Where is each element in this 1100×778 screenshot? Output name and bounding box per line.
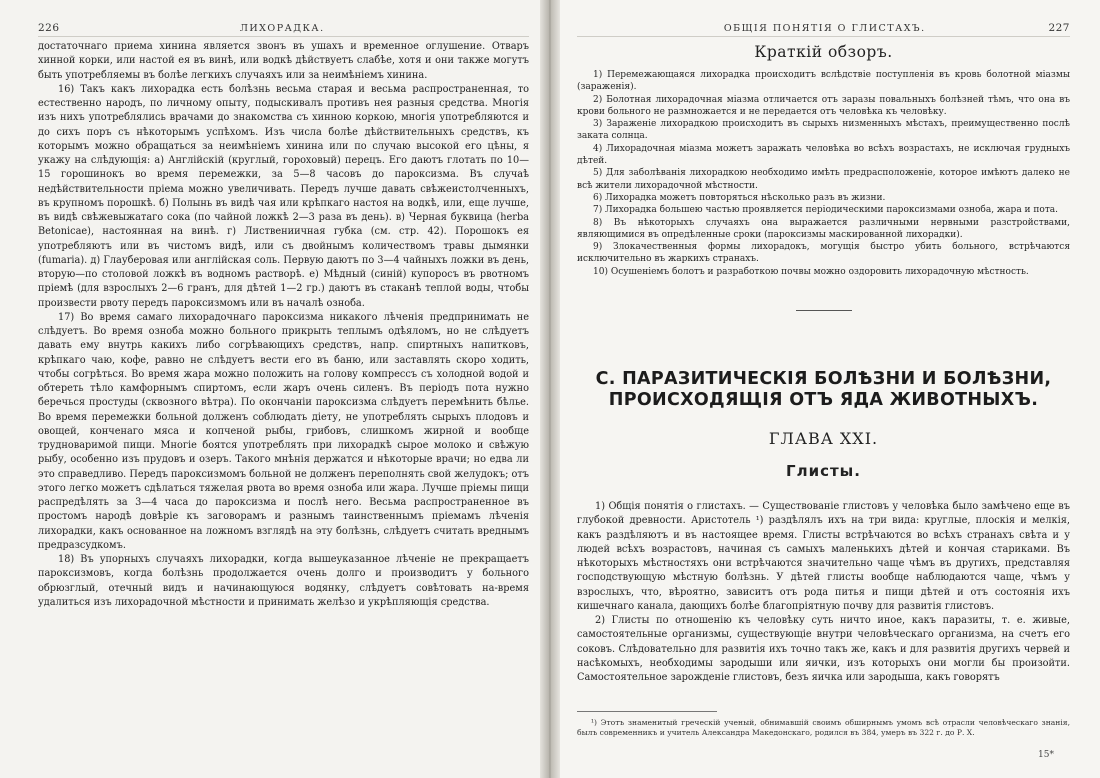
- summary-heading: Краткій обзоръ.: [754, 43, 893, 61]
- summary-item: 8) Въ нѣкоторыхъ случаяхъ она выражается различными нервными разстройствами, являющимися въ опредѣленные сроки (пароксизмы маскированной лихорадки).: [577, 217, 1070, 240]
- right-running-head: [577, 22, 1070, 37]
- chapter-number: ГЛАВА XXI.: [768, 429, 879, 449]
- summary-item: 10) Осушеніемъ болотъ и разработкою почвы можно оздоровить лихорадочную мѣстность.: [593, 266, 1029, 277]
- paragraph: 17) Во время самаго лихорадочнаго пароксизма никакого лѣченія предпринимать не слѣдуетъ. Во время озноба можно больного прикрыть теплымъ одѣяломъ, но не слѣдуетъ давать ему внутрь какихъ либо согрѣвающихъ средствъ, напр. спиртныхъ напитковъ, крѣпкаго чаю, кофе, равно не слѣдуетъ вести его въ баню, или заставлять скоро ходить, чтобы согрѣться. Во время жара можно положить на голову компрессъ съ холодной водой и обтереть тѣло камфорнымъ спиртомъ, если жаръ очень силенъ. Въ періодъ пота нужно беречься простуды (сквозного вѣтра). По окончаніи пароксизма слѣдуетъ перемѣнить бѣлье. Во время перемежки больной долженъ соблюдать діету, не употреблять сырыхъ плодовъ и овощей, конченаго мяса и копченой рыбы, грибовъ, слишкомъ жирной и вообще трудноваримой пищи. Многіе боятся употреблять при лихорадкѣ сырое молоко и свѣжую рыбу, особенно изъ прудовъ и озеръ. Такого мнѣнія держатся и нѣкоторые врачи; но едва ли это справедливо. Передъ пароксизмомъ больной не долженъ переполнять свой желудокъ; отъ этого легко можетъ сдѣлаться тяжелая рвота во время озноба или жара. Лучше пріемы пищи распредѣлять за 3—4 часа до пароксизма и послѣ него. Весьма распространенное въ простомъ народѣ довѣріе къ заговорамъ и разнымъ таинственнымъ пріемамъ лѣченія лихорадки, какъ основанное на ложномъ взглядѣ на эту болѣзнь, слѣдуетъ считать вреднымъ предразсудкомъ.: [38, 311, 529, 551]
- footnote-rule: [577, 711, 717, 712]
- paragraph: 2) Глисты по отношенію къ человѣку суть ничто иное, какъ паразиты, т. е. живые, самостоятельные организмы, существующіе внутри человѣческаго организма, на счетъ его соковъ. Слѣдовательно для развитія ихъ точно такъ же, какъ и для развитія другихъ червей и насѣкомыхъ, необходимы зародыши или яички, изъ которыхъ они могли бы произойти. Самостоятельное зарожденіе глистовъ, безъ яичка или зародыша, какъ говорятъ: [577, 615, 1070, 684]
- summary-item: 6) Лихорадка можетъ повторяться нѣсколько разъ въ жизни.: [593, 192, 886, 203]
- left-running-head: [38, 22, 529, 37]
- summary-item: 7) Лихорадка большею частью проявляется періодическими пароксизмами озноба, жара и пота.: [593, 205, 1059, 216]
- summary-item: 9) Злокачественныя формы лихорадокъ, могущія быстро убить больного, встрѣчаются исключительно въ жаркихъ странахъ.: [577, 242, 1070, 265]
- paragraph: 16) Такъ какъ лихорадка есть болѣзнь весьма старая и весьма распространенная, то естественно народъ, по личному опыту, подыскивалъ противъ нея разныя средства. Многія изъ нихъ употреблялись врачами до знакомства съ хинною коркою, многія употребляются и до сихъ поръ съ нѣкоторымъ успѣхомъ. Изъ числа болѣе дѣйствительныхъ средствъ, къ которымъ можно обращаться за неимѣніемъ хинина или по случаю высокой его цѣны, я укажу на слѣдующія: а) Англійскій (круглый, гороховый) перецъ. Его даютъ глотать по 10—15 горошинокъ во время перемежки, за 5—8 часовъ до пароксизма. Въ случаѣ недѣйствительности пріема можно увеличивать. Передъ лучше давать свѣжеистолченныхъ, въ крупномъ порошкѣ. б) Полынь въ видѣ чая или крѣпкаго настоя на водкѣ, или, еще лучше, въ видѣ свѣжевыжатаго сока (по чайной ложкѣ 2—3 раза въ день). в) Черная буквица (herba Betonicae), настоянная на винѣ. г) Листвениичная губка (см. стр. 42). Порошокъ ея употребляютъ или въ чистомъ видѣ, или съ двойнымъ количествомъ травы дымянки (fumaria). д) Глауберовая или англійская соль. Первую даютъ по 3—4 чайныхъ ложки въ день, вторую—по столовой ложкѣ въ водномъ растворѣ. е) Мѣдный (синій) купоросъ въ рвотномъ пріемѣ (для взрослыхъ 2—6 гранъ, для дѣтей 1—2 гр.) даютъ въ стаканѣ теплой воды, чтобы произвести рвоту передъ пароксизмомъ или въ началѣ озноба.: [38, 83, 529, 309]
- section-divider: [796, 310, 852, 311]
- part-title: С. ПАРАЗИТИЧЕСКІЯ БОЛѢЗНИ И БОЛѢЗНИ, ПРОИСХОДЯЩІЯ ОТЪ ЯДА ЖИВОТНЫХЪ.: [595, 369, 1052, 411]
- left-running-title: ЛИХОРАДКА.: [239, 23, 325, 34]
- summary-item: 1) Перемежающаяся лихорадка происходитъ вслѣдствіе поступленія въ кровь болотной міазмы (зараженія).: [577, 70, 1070, 93]
- chapter-title: Глисты.: [786, 462, 861, 481]
- left-page-number: 226: [38, 22, 60, 34]
- right-body: [577, 500, 1070, 685]
- footnote-text: ¹) Этотъ знаменитый греческій ученый, обнимавшій своимъ обширнымъ умомъ всѣ отрасли человѣческаго знанія, былъ современникъ и учитель Александра Македонскаго, родился въ 384, умеръ въ 322 г. до Р. Х.: [577, 717, 1070, 738]
- paragraph: достаточнаго приема хинина является звонъ въ ушахъ и временное оглушение. Отваръ хинной корки, или настой ея въ винѣ, или водкѣ дѣйствуетъ слабѣе, хотя и они также могутъ быть употребляемы въ болѣе легкихъ случаяхъ или за неимѣніемъ хинина.: [38, 41, 529, 81]
- right-running-title: ОБЩІЯ ПОНЯТІЯ О ГЛИСТАХЪ.: [723, 23, 926, 34]
- summary-item: 3) Зараженіе лихорадкою происходитъ въ сырыхъ низменныхъ мѣстахъ, преимущественно послѣ заката солнца.: [577, 119, 1070, 142]
- signature-mark: 15*: [1038, 750, 1054, 760]
- paragraph: 18) Въ упорныхъ случаяхъ лихорадки, когда вышеуказанное лѣченіе не прекращаетъ пароксизмовъ, когда болѣзнь продолжается очень долго и производитъ у больного обрюзглый, отечный видъ и начинающуюся водянку, слѣдуетъ совѣтовать на-время удалиться изъ лихорадочной мѣстности и принимать желѣзо и укрѣпляющія средства.: [38, 554, 529, 608]
- book-gutter: [540, 0, 560, 778]
- summary-item: 5) Для заболѣванія лихорадкою необходимо имѣть предрасположеніе, которое имѣютъ далеко не всѣ жители лихорадочной мѣстности.: [577, 168, 1070, 191]
- summary-list: [577, 69, 1070, 278]
- right-page: [551, 0, 1100, 778]
- paragraph: 1) Общія понятія о глистахъ. — Существованіе глистовъ у человѣка было замѣчено еще въ глубокой древности. Аристотель ¹) раздѣлялъ ихъ на три вида: круглые, плоскія и мелкія, какъ раздѣляютъ и въ настоящее время. Глисты встрѣчаются во всѣхъ странахъ свѣта и у людей всѣхъ возрастовъ, начиная съ самыхъ маленькихъ дѣтей и кончая стариками. Въ нѣкоторыхъ мѣстностяхъ они встрѣчаются значительно чаще чѣмъ въ другихъ, представляя господствующую мѣстную болѣзнь. У дѣтей глисты вообще наблюдаются чаще, чѣмъ у взрослыхъ, что, вѣроятно, зависитъ отъ рода питья и пищи дѣтей и отъ состоянія ихъ кишечнаго канала, дающихъ болѣе благопріятную почву для развитія глистовъ.: [577, 501, 1070, 612]
- footnote: [577, 718, 1070, 739]
- left-page: [0, 0, 549, 778]
- summary-item: 2) Болотная лихорадочная міазма отличается отъ заразы повальныхъ болѣзней тѣмъ, что она въ крови больного не размножается и не передается отъ человѣка къ человѣку.: [577, 94, 1070, 117]
- summary-item: 4) Лихорадочная міазма можетъ заражать человѣка во всѣхъ возрастахъ, не исключая грудныхъ дѣтей.: [577, 143, 1070, 167]
- right-page-number: 227: [1048, 22, 1070, 34]
- left-body: [38, 40, 529, 610]
